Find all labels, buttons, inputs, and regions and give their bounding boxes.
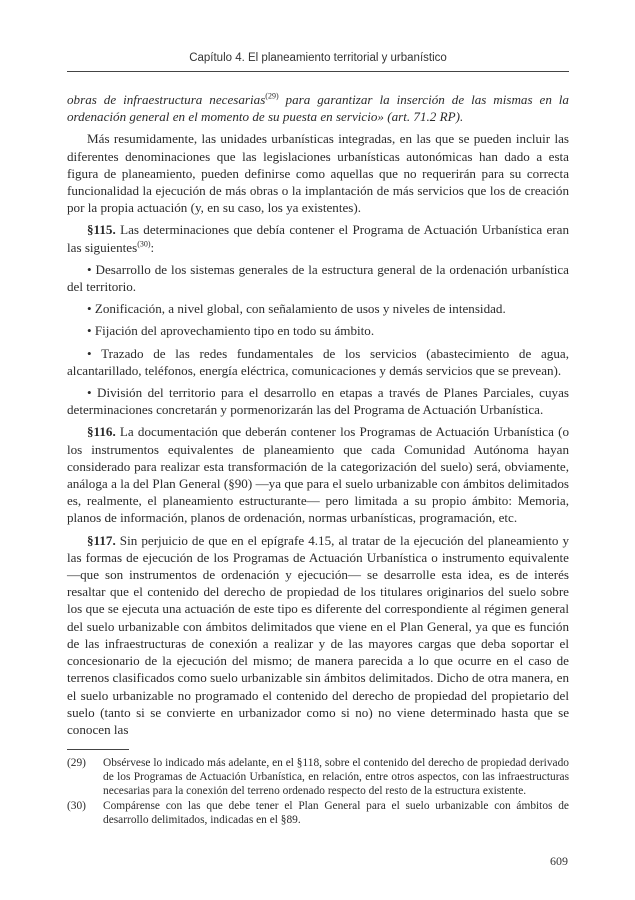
paragraph-summary: Más resumidamente, las unidades urbanísticas integradas, en las que se pueden incluir las diferentes denominaciones que las legislaciones urbanísticas autonómicas han dado a esta figura de planeamiento, pueden definirse como aquellas que no requerirán para su correcta funcionalidad la ejecución de más obras o la implantación de más servicios que los de creación por la propia actuación (y, en su caso, los ya existentes).	[67, 131, 569, 216]
quote-text-b: para garantizar la inserción de las mismas en la ordenación general en el momento de su puesta en servicio» (art. 71.2 RP).	[67, 92, 569, 125]
section-number: §115.	[87, 222, 116, 238]
page-number: 609	[550, 854, 568, 868]
bullet-item: • Desarrollo de los sistemas generales de la estructura general de la ordenación urbanística del territorio.	[67, 261, 569, 295]
section-115: §115. Las determinaciones que debía contener el Programa de Actuación Urbanística eran las siguientes$^{(30)}$:	[67, 222, 569, 255]
section-117	[67, 532, 569, 738]
footnote-text: Compárense con las que debe tener el Plan General para el suelo urbanizable con ámbitos de desarrollo delimitados, indicadas en el §89.	[103, 800, 569, 826]
footnote	[67, 799, 569, 827]
running-header: Capítulo 4. El planeamiento territorial y urbanístico	[189, 52, 447, 64]
quote-text-a: obras de infraestructura necesarias	[67, 92, 266, 107]
paragraph-continuation	[67, 91, 569, 125]
section-text: La documentación que deberán contener los Programas de Actuación Urbanística (o los instrumentos equivalentes de planeamiento que cada Comunidad Autónoma hayan considerado para realizar esta transformación de la categorización del suelo) será, obviamente, análoga a la del Plan General (§90) —ya que para el suelo urbanizable con ámbitos delimitados es, realmente, el planeamiento estructurante— pero limitada a su propio ámbito: Memoria, planos de información, planos de ordenación, normas urbanísticas, programación, etc.	[67, 424, 569, 526]
footnote-text: Obsérvese lo indicado más adelante, en el §118, sobre el contenido del derecho de propiedad derivado de los Programas de Actuación Urbanística, en relación, entre otros aspectos, con las infraestructuras necesarias para la conexión del terreno ordenado respecto del resto de la estructura existente.	[103, 757, 569, 797]
footnote-ref-29[interactable]: (29)	[265, 91, 279, 101]
bullet-item: • División del territorio para el desarrollo en etapas a través de Planes Parciales, cuyas determinaciones concretarán y pormenorizarán las del Programa de Actuación Urbanística.	[67, 385, 569, 418]
section-number: §116.	[87, 424, 116, 440]
footnote	[67, 756, 569, 798]
section-number: §117.	[87, 532, 116, 548]
section-116	[67, 423, 569, 526]
section-text: Las determinaciones que debía contener el Programa de Actuación Urbanística eran las siguientes	[67, 222, 569, 255]
bullet-item: • Trazado de las redes fundamentales de los servicios (abastecimiento de agua, alcantarillado, teléfonos, energía eléctrica, comunicaciones y demás servicios que se prevean).	[67, 345, 569, 378]
bullet-item: • Fijación del aprovechamiento tipo en todo su ámbito.	[87, 323, 375, 339]
bullet-item: • Zonificación, a nivel global, con señalamiento de usos y niveles de intensidad.	[87, 301, 506, 317]
footnote-rule	[67, 749, 129, 750]
header-rule	[67, 71, 569, 72]
section-text: Sin perjuicio de que en el epígrafe 4.15, al tratar de la ejecución del planeamiento y las formas de ejecución de los Programas de Actuación Urbanística o instrumento equivalente —que son instrumentos de ordenación y ejecución— se desarrolle esta idea, es de interés resaltar que el contenido del derecho de propiedad de los titulares originarios del suelo sobre los que se ejecuta una actuación de este tipo es diferente del correspondiente al régimen general del suelo urbanizable con ámbitos delimitados que viene en el Plan General, ya que es función de las infraestructuras de conexión a realizar y de las mayores cargas que deba soportar el concesionario de la ejecución del mismo; de manera parecida a lo que ocurre en el caso de terrenos clasificados como suelo urbanizable sin ámbitos delimitados. Dicho de otra manera, en el suelo urbanizable no programado el contenido del derecho de propiedad del propietario del suelo (tanto si se convierte en urbanizador como si no) no viene determinado hasta que se conocen las	[67, 532, 569, 737]
footnote-number: (29)	[67, 757, 86, 769]
footnotes	[67, 756, 569, 828]
main-text	[67, 91, 569, 743]
footnote-number: (30)	[67, 800, 86, 812]
footnote-ref-30[interactable]: (30)	[137, 239, 151, 249]
